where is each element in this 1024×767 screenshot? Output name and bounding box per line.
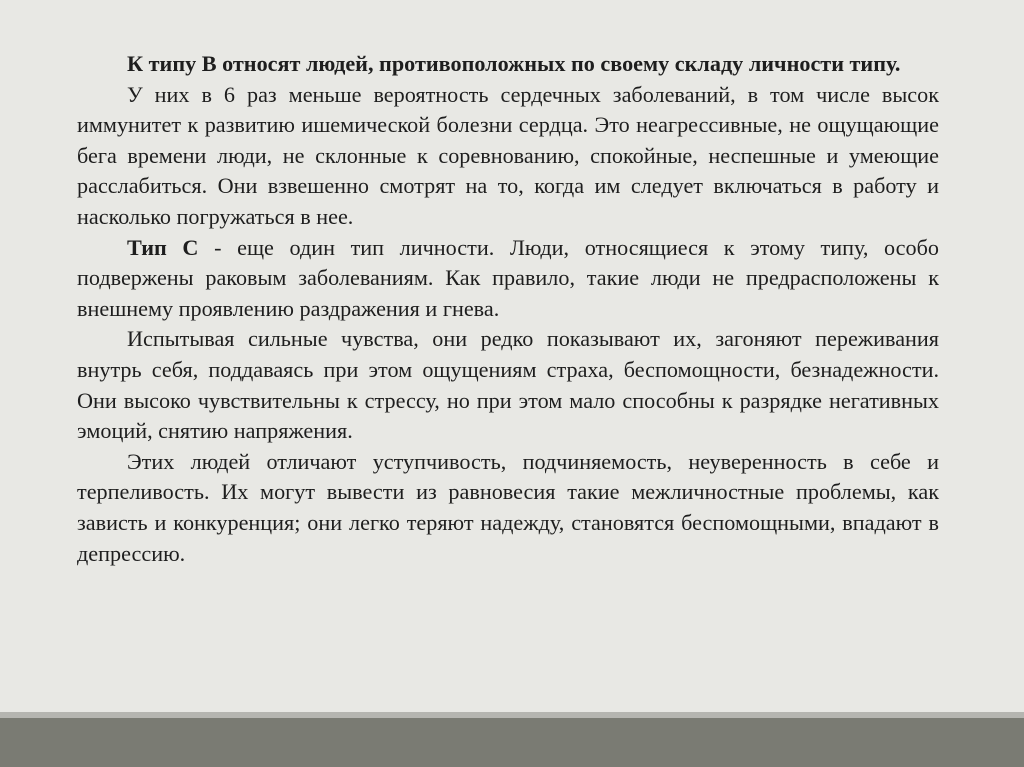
slide-text: [77, 49, 939, 569]
paragraph-type-c: [77, 233, 939, 325]
paragraph-type-b-description: У них в 6 раз меньше вероятность сердечных заболеваний, в том числе высок иммунитет к развитию ишемической болезни сердца. Это неагрессивные, не ощущающие бега времени люди, не склонные к соревнованию, спокойные, неспешные и умеющие расслабиться. Они взвешенно смотрят на то, когда им следует включаться в работу и насколько погружаться в нее.: [77, 81, 939, 229]
type-c-description: - еще один тип личности. Люди, относящиеся к этому типу, особо подвержены раковым заболеваниям. Как правило, такие люди не предрасположены к внешнему проявлению раздражения и гнева.: [77, 234, 939, 321]
paragraph-type-c-traits: Этих людей отличают уступчивость, подчиняемость, неуверенность в себе и терпеливость. Их могут вывести из равновесия такие межличностные проблемы, как зависть и конкуренция; они легко теряют надежду, становятся беспомощными, впадают в депрессию.: [77, 448, 939, 566]
paragraph-type-b-heading: К типу В относят людей, противоположных по своему складу личности типу.: [127, 51, 901, 76]
type-c-label: Тип С: [127, 234, 199, 260]
paragraph-type-c-feelings: Испытывая сильные чувства, они редко показывают их, загоняют переживания внутрь себя, поддаваясь при этом ощущениям страха, беспомощности, безнадежности. Они высоко чувствительны к стрессу, но при этом мало способны к разрядке негативных эмоций, снятию напряжения.: [77, 326, 939, 444]
footer-band: [0, 718, 1024, 767]
